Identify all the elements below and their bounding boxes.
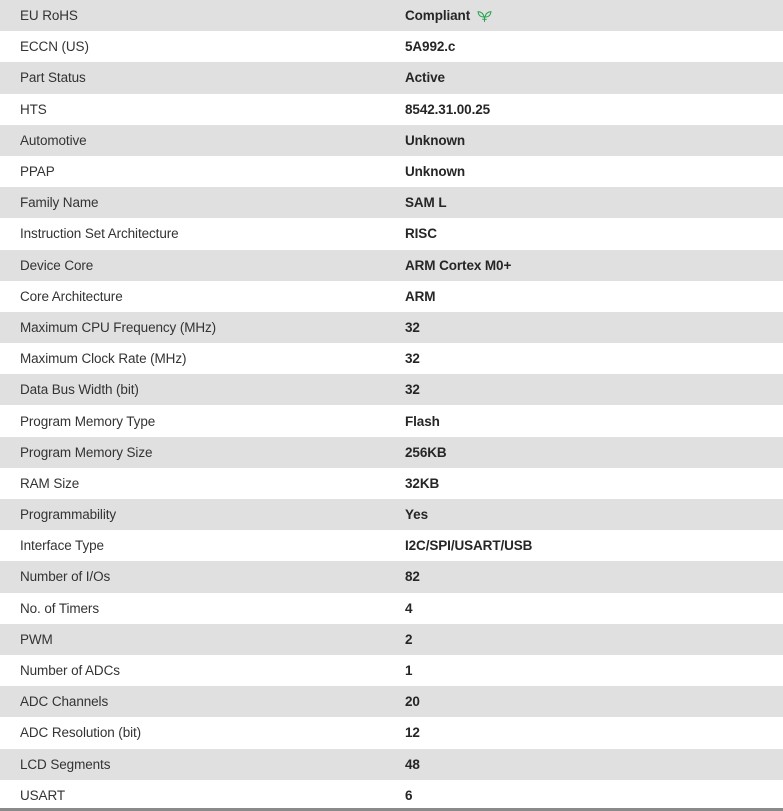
spec-value-cell — [405, 289, 783, 304]
spec-value: 20 — [405, 694, 420, 710]
spec-value-cell — [405, 102, 783, 117]
spec-value: 256KB — [405, 444, 447, 460]
table-row — [0, 94, 783, 125]
spec-value: 32 — [405, 319, 420, 335]
leaf-icon — [477, 10, 492, 23]
spec-value-cell — [405, 725, 783, 740]
spec-label: Programmability — [20, 507, 117, 523]
table-row — [0, 561, 783, 592]
spec-value: 32KB — [405, 475, 440, 491]
spec-value: 32 — [405, 382, 420, 398]
spec-value-cell — [405, 601, 783, 616]
spec-value-cell — [405, 382, 783, 397]
spec-value: 6 — [405, 787, 413, 803]
spec-value-cell — [405, 226, 783, 241]
spec-label: PWM — [20, 631, 53, 647]
spec-value: I2C/SPI/USART/USB — [405, 538, 533, 554]
spec-label: Data Bus Width (bit) — [20, 382, 139, 398]
spec-value: 82 — [405, 569, 420, 585]
spec-label: LCD Segments — [20, 756, 111, 772]
spec-value-cell — [405, 414, 783, 429]
spec-value-cell — [405, 663, 783, 678]
spec-value-cell — [405, 70, 783, 85]
spec-value: RISC — [405, 226, 437, 242]
spec-label: ECCN (US) — [20, 39, 89, 55]
spec-label: ADC Channels — [20, 694, 109, 710]
table-row — [0, 218, 783, 249]
spec-value-cell — [405, 569, 783, 584]
table-row — [0, 655, 783, 686]
spec-label: ADC Resolution (bit) — [20, 725, 142, 741]
spec-value-cell — [405, 445, 783, 460]
spec-value-cell — [405, 320, 783, 335]
table-row — [0, 0, 783, 31]
spec-value-cell — [405, 133, 783, 148]
spec-value: 4 — [405, 600, 413, 616]
spec-value: 12 — [405, 725, 420, 741]
spec-value-cell — [405, 8, 783, 23]
table-row — [0, 125, 783, 156]
table-row — [0, 374, 783, 405]
spec-label: EU RoHS — [20, 8, 78, 24]
spec-label: Part Status — [20, 70, 86, 86]
spec-value: ARM Cortex M0+ — [405, 257, 512, 273]
spec-value-cell — [405, 39, 783, 54]
table-row — [0, 312, 783, 343]
table-row — [0, 624, 783, 655]
spec-value: Yes — [405, 507, 428, 523]
table-row — [0, 468, 783, 499]
spec-value: 32 — [405, 351, 420, 367]
spec-value: 1 — [405, 663, 413, 679]
spec-value: Flash — [405, 413, 440, 429]
spec-value-cell — [405, 258, 783, 273]
spec-value: Active — [405, 70, 445, 86]
table-row — [0, 281, 783, 312]
spec-label: HTS — [20, 101, 47, 117]
spec-value-cell — [405, 476, 783, 491]
table-row — [0, 156, 783, 187]
spec-value: 5A992.c — [405, 39, 456, 55]
spec-value: ARM — [405, 288, 436, 304]
spec-label: Interface Type — [20, 538, 104, 554]
spec-label: No. of Timers — [20, 600, 99, 616]
table-row — [0, 530, 783, 561]
table-row — [0, 31, 783, 62]
table-row — [0, 187, 783, 218]
spec-label: Family Name — [20, 195, 99, 211]
spec-value: 8542.31.00.25 — [405, 101, 491, 117]
spec-value: SAM L — [405, 195, 447, 211]
table-row — [0, 343, 783, 374]
spec-value-cell — [405, 538, 783, 553]
table-row — [0, 749, 783, 780]
table-row — [0, 686, 783, 717]
spec-value-cell — [405, 757, 783, 772]
spec-value-cell — [405, 195, 783, 210]
table-row — [0, 780, 783, 811]
table-row — [0, 499, 783, 530]
table-row — [0, 593, 783, 624]
spec-label: Automotive — [20, 132, 87, 148]
table-row — [0, 62, 783, 93]
table-row — [0, 250, 783, 281]
spec-value: Unknown — [405, 132, 466, 148]
spec-value-cell — [405, 788, 783, 803]
spec-label: PPAP — [20, 164, 55, 180]
spec-label: Device Core — [20, 257, 94, 273]
spec-label: Maximum CPU Frequency (MHz) — [20, 319, 217, 335]
spec-value: 2 — [405, 631, 413, 647]
spec-label: Program Memory Type — [20, 413, 156, 429]
table-row — [0, 405, 783, 436]
spec-label: Number of I/Os — [20, 569, 111, 585]
spec-value-cell — [405, 632, 783, 647]
spec-value-cell — [405, 351, 783, 366]
spec-label: RAM Size — [20, 475, 80, 491]
spec-value-cell — [405, 694, 783, 709]
spec-label: Number of ADCs — [20, 663, 120, 679]
table-row — [0, 437, 783, 468]
spec-label: Maximum Clock Rate (MHz) — [20, 351, 187, 367]
spec-value-cell — [405, 507, 783, 522]
spec-label: Program Memory Size — [20, 444, 153, 460]
table-row — [0, 717, 783, 748]
spec-value: Compliant — [405, 8, 471, 24]
spec-value-cell — [405, 164, 783, 179]
spec-label: USART — [20, 787, 66, 803]
spec-value: Unknown — [405, 164, 466, 180]
spec-value: 48 — [405, 756, 420, 772]
spec-label: Instruction Set Architecture — [20, 226, 179, 242]
spec-label: Core Architecture — [20, 288, 123, 304]
